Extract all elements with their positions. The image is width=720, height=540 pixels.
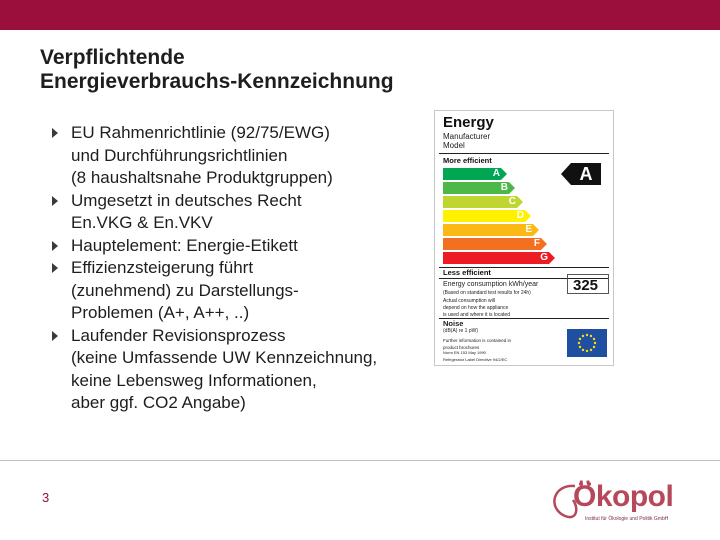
bullet-arrow-icon: [52, 196, 58, 206]
bullet-item: [48, 325, 448, 415]
note-line: Refrigerator Label Directive 94/2/EC: [443, 357, 508, 362]
energy-label-image: [434, 110, 614, 366]
band-letter: C: [508, 196, 516, 207]
band-letter: A: [492, 168, 500, 179]
bullet-item: [48, 257, 448, 325]
band-c: [443, 196, 517, 208]
bullet-line: (8 haushaltsnahe Produktgruppen): [71, 168, 333, 187]
band-letter: E: [525, 224, 532, 235]
bullet-line: Effizienzsteigerung führt: [71, 258, 254, 277]
bullet-item: [48, 235, 448, 258]
bullet-line: EU Rahmenrichtlinie (92/75/EWG): [71, 123, 330, 142]
more-efficient-label: More efficient: [443, 156, 492, 165]
note-line: Further information is contained in: [443, 338, 512, 343]
footer-divider: [0, 460, 720, 461]
energy-label-manufacturer: Manufacturer: [443, 132, 491, 141]
band-arrow-icon: [533, 224, 539, 236]
less-efficient-label: Less efficient: [443, 268, 491, 277]
energy-label-model: Model: [443, 141, 465, 150]
slide-title: [40, 46, 520, 94]
bullet-line: (keine Umfassende UW Kennzeichnung,: [71, 348, 378, 367]
note-line: product brochures: [443, 345, 480, 350]
eu-flag-icon: [567, 329, 607, 357]
page-number: 3: [42, 490, 50, 505]
oekopol-logo: [545, 478, 695, 528]
band-d: [443, 210, 525, 222]
energy-label-divider: [439, 318, 609, 319]
band-letter: F: [533, 238, 540, 249]
bullet-arrow-icon: [52, 331, 58, 341]
bullet-line: keine Lebensweg Informationen,: [71, 370, 317, 390]
bullet-arrow-icon: [52, 241, 58, 251]
energy-label-title: Energy: [443, 114, 494, 131]
bullet-line: aber ggf. CO2 Angabe): [71, 393, 246, 412]
bullet-arrow-icon: [52, 128, 58, 138]
rating-arrow-icon: [561, 163, 571, 185]
band-e: [443, 224, 533, 236]
band-letter: B: [500, 182, 508, 193]
band-g: [443, 252, 549, 264]
bullet-item: [48, 190, 448, 235]
bullet-arrow-icon: [52, 263, 58, 273]
actual-consumption-note: [443, 298, 510, 319]
consumption-value: 325: [573, 277, 599, 294]
rating-letter: A: [579, 164, 593, 184]
bullet-line: En.VKG & En.VKV: [71, 213, 213, 232]
logo-wordmark: Ökopol: [573, 480, 674, 513]
norm-note: [443, 349, 507, 363]
noise-unit: (dB(A) re 1 pW): [443, 328, 479, 334]
note-line: depend on how the appliance: [443, 305, 509, 311]
top-accent-bar: [0, 0, 720, 30]
band-letter: G: [540, 252, 548, 263]
band-arrow-icon: [549, 252, 555, 264]
band-b: [443, 182, 509, 194]
bullet-line: (zunehmend) zu Darstellungs-: [71, 280, 299, 300]
bullet-line: Umgesetzt in deutsches Recht: [71, 190, 302, 210]
bullet-line: Laufender Revisionsprozess: [71, 325, 286, 345]
logo-subtitle: Institut für Ökologie und Politik GmbH: [585, 516, 669, 522]
bullet-line: Problemen (A+, A++, ..): [71, 303, 250, 322]
band-f: [443, 238, 541, 250]
rating-indicator: [571, 163, 601, 185]
noise-label: Noise: [443, 319, 464, 328]
note-line: is used and where it is located: [443, 312, 510, 318]
title-line-1: Verpflichtende: [40, 46, 185, 69]
band-arrow-icon: [509, 182, 515, 194]
consumption-note: (Based on standard test results for 24h): [443, 290, 531, 296]
note-line: Actual consumption will: [443, 298, 495, 304]
band-a: [443, 168, 501, 180]
bullet-item: [48, 122, 448, 190]
title-line-2: Energieverbrauchs-Kennzeichnung: [40, 70, 394, 93]
consumption-label: Energy consumption kWh/year: [443, 281, 539, 288]
band-arrow-icon: [525, 210, 531, 222]
band-letter: D: [516, 210, 524, 221]
energy-label-divider: [439, 153, 609, 154]
band-arrow-icon: [501, 168, 507, 180]
bullet-list: [48, 122, 448, 415]
note-line: Norm EN 153 May 1990: [443, 350, 486, 355]
bullet-line: und Durchführungsrichtlinien: [71, 145, 288, 165]
band-arrow-icon: [541, 238, 547, 250]
bullet-line: Hauptelement: Energie-Etikett: [71, 235, 298, 255]
band-arrow-icon: [517, 196, 523, 208]
